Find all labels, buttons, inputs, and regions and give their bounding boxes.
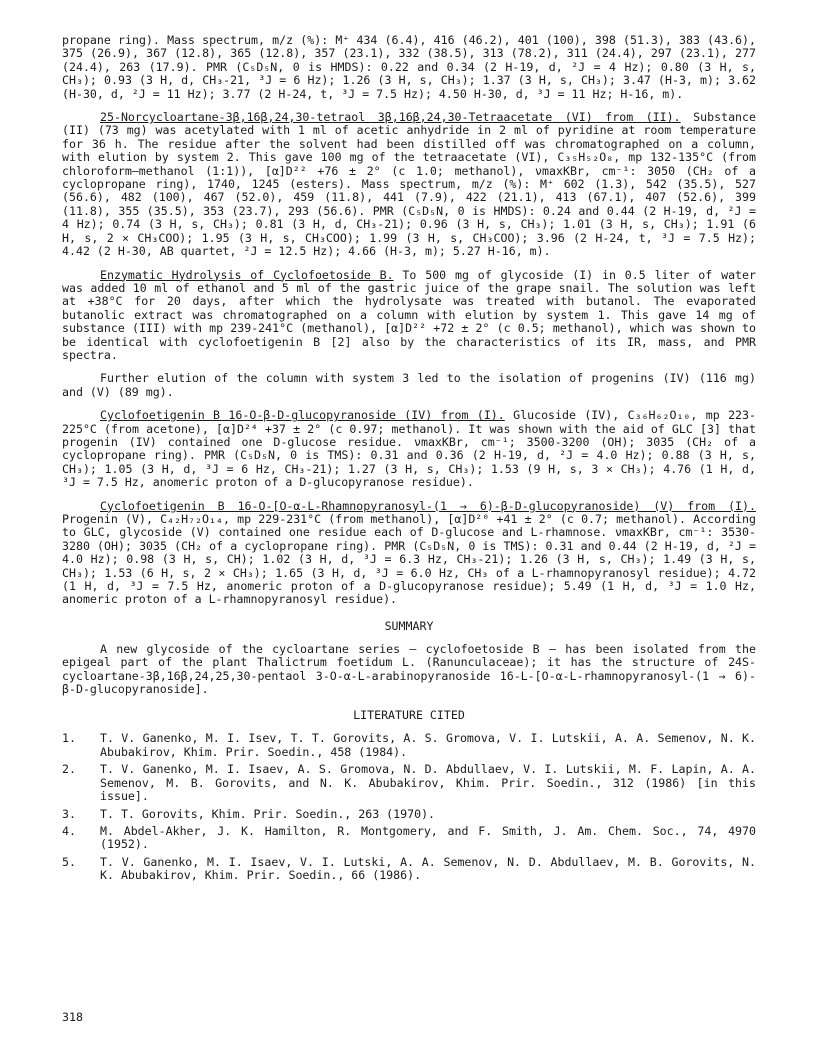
reference-number: 1. (62, 731, 76, 746)
reference-text: T. V. Ganenko, M. I. Isev, T. T. Gorovits, A. S. Gromova, V. I. Lutskii, A. A. Semenov, N. K. Abubakirov, Khim. Prir. Soedin., 458 (1984). (100, 731, 756, 759)
reference-list (62, 732, 756, 882)
section-title-glucopyranoside: Cyclofoetigenin B 16-O-β-D-glucopyranoside (IV) from (I). (100, 408, 505, 423)
section-body-tetraacetate: Substance (II) (73 mg) was acetylated with 1 ml of acetic anhydride in 2 ml of pyridine at room temperature for 36 h. The residue after the solvent had been distilled off was chromatographed on a column, with elution by system 2. This gave 100 mg of the tetraacetate (VI), C₃₅H₅₂O₈, mp 132-135°C (from chloroform—methanol (1:1)), [α]D²² +76 ± 2° (c 1.0; methanol), νmaxKBr, cm⁻¹: 3050 (CH₂ of a cyclopropane ring), 1740, 1245 (esters). Mass spectrum, m/z (%): M⁺ 602 (1.3), 542 (35.5), 527 (56.6), 482 (100), 467 (52.0), 459 (11.8), 441 (7.9), 422 (21.1), 413 (67.1), 407 (52.6), 399 (11.8), 355 (35.5), 353 (23.7), 293 (56.6). PMR (C₅D₅N, 0 is HMDS): 0.24 and 0.44 (2 H-19, d, ²J = 4 Hz); 0.74 (3 H, s, CH₃); 0.81 (3 H, d, CH₃-21); 0.96 (3 H, s, CH₃); 1.01 (3 H, s, CH₃); 1.91 (6 H, s, 2 × CH₃COO); 1.95 (3 H, s, CH₃COO); 1.99 (3 H, s, CH₃COO); 3.96 (2 H-24, t, ³J = 7.5 Hz); 4.42 (2 H-30, AB quartet, ²J = 12.5 Hz); 4.66 (H-3, m); 5.27 H-16, m). (62, 110, 756, 259)
paragraph-enzymatic-hydrolysis (62, 269, 756, 363)
reference-item (62, 732, 756, 759)
paragraph-mass-spectrum: propane ring). Mass spectrum, m/z (%): M⁺ 434 (6.4), 416 (46.2), 401 (100), 398 (51.3), 383 (43.6), 375 (26.9), 367 (12.8), 365 (12.8), 357 (23.1), 332 (38.5), 313 (78.2), 311 (24.4), 297 (23.1), 277 (24.4), 263 (17.9). PMR (C₅D₅N, 0 is HMDS): 0.22 and 0.34 (2 H-19, d, ²J = 4 Hz); 0.80 (3 H, s, CH₃); 0.93 (3 H, d, CH₃-21, ³J = 6 Hz); 1.26 (3 H, s, CH₃); 1.37 (3 H, s, CH₃); 3.47 (H-3, m); 3.62 (H-30, d, ²J = 11 Hz); 3.77 (2 H-24, t, ³J = 7.5 Hz); 4.50 H-30, d, ³J = 11 Hz; H-16, m). (62, 33, 756, 101)
page-number: 318 (62, 1010, 83, 1024)
paper-page (62, 34, 756, 887)
section-title-enzymatic-hydrolysis: Enzymatic Hydrolysis of Cyclofoetoside B. (100, 267, 394, 282)
reference-item (62, 825, 756, 852)
section-body-rhamnopyranosyl: Progenin (V), C₄₂H₇₂O₁₄, mp 229-231°C (from methanol), [α]D²⁰ +41 ± 2° (c 0.7; methanol). According to GLC, glycoside (V) contained one residue each of D-glucose and L-rhamnose. νmaxKBr, cm⁻¹: 3530-3280 (OH); 3035 (CH₂ of a cyclopropane ring). PMR (C₅D₅N, 0 is TMS): 0.31 and 0.44 (2 H-19, d, ²J = 4.0 Hz); 0.98 (3 H, s, CH); 1.02 (3 H, d, ³J = 6.3 Hz, CH₃-21); 1.26 (3 H, s, CH₃); 1.49 (3 H, s, CH₃); 1.53 (6 H, s, 2 × CH₃); 1.65 (3 H, d, ³J = 6.0 Hz, CH₃ of a L-rhamnopyranosyl residue); 4.72 (1 H, d, ³J = 7.5 Hz, anomeric proton of a D-glucopyranose residue); 5.49 (1 H, d, ³J = 1.0 Hz, anomeric proton of a L-rhamnopyranosyl residue). (62, 512, 756, 607)
reference-text: M. Abdel-Akher, J. K. Hamilton, R. Montgomery, and F. Smith, J. Am. Chem. Soc., 74, 4970 (1952). (100, 823, 756, 852)
reference-item (62, 856, 756, 883)
paragraph-further-elution: Further elution of the column with system 3 led to the isolation of progenins (IV) (116 mg) and (V) (89 mg). (62, 371, 756, 399)
paragraph-glucopyranoside (62, 409, 756, 489)
section-title-tetraacetate: 25-Norcycloartane-3β,16β,24,30-tetraol 3β,16β,24,30-Tetraacetate (VI) from (II). (100, 110, 681, 125)
reference-item (62, 763, 756, 803)
summary-heading: SUMMARY (384, 618, 434, 633)
literature-heading: LITERATURE CITED (353, 708, 465, 723)
reference-text: T. T. Gorovits, Khim. Prir. Soedin., 263 (1970). (100, 806, 436, 821)
summary-text: A new glycoside of the cycloartane series — cyclofoetoside B — has been isolated from the epigeal part of the plant Thalictrum foetidum L. (Ranunculaceae); it has the structure of 24S-cycloartane-3β,16β,24,25,30-pentaol 3-O-α-L-arabinopyranoside 16-L-[O-α-L-rhamnopyranosyl-(1 → 6)-β-D-glucopyranoside]. (62, 641, 756, 697)
paragraph-tetraacetate (62, 111, 756, 258)
reference-text: T. V. Ganenko, M. I. Isaev, V. I. Lutski, A. A. Semenov, N. D. Abdullaev, M. B. Gorovits, N. K. Abubakirov, Khim. Prir. Soedin., 66 (1986). (100, 854, 756, 883)
reference-number: 4. (62, 823, 76, 838)
reference-text: T. V. Ganenko, M. I. Isaev, A. S. Gromova, N. D. Abdullaev, V. I. Lutskii, M. F. Lapin, A. A. Semenov, M. B. Gorovits, and N. K. Abubakirov, Khim. Prir. Soedin., 312 (1986) [in this issue]. (100, 762, 756, 804)
reference-number: 3. (62, 806, 76, 821)
paragraph-rhamnopyranosyl (62, 500, 756, 607)
reference-number: 5. (62, 854, 76, 869)
section-body-enzymatic-hydrolysis: To 500 mg of glycoside (I) in 0.5 liter of water was added 10 ml of ethanol and 5 ml of the gastric juice of the grape snail. The solution was left at +38°C for 20 days, after which the hydrolysate was treated with butanol. The evaporated butanolic extract was chromatographed on a column with elution by system 1. This gave 14 mg of substance (III) with mp 239-241°C (methanol), [α]D²² +72 ± 2° (c 0.5; methanol), which was shown to be identical with cyclofoetigenin B [2] also by the characteristics of its IR, mass, and PMR spectra. (62, 267, 756, 362)
reference-number: 2. (62, 762, 76, 777)
section-title-rhamnopyranosyl: Cyclofoetigenin B 16-O-[O-α-L-Rhamnopyranosyl-(1 → 6)-β-D-glucopyranoside) (V) from (I). (100, 498, 756, 513)
section-body-glucopyranoside: Glucoside (IV), C₃₆H₆₂O₁₀, mp 223-225°C (from acetone), [α]D²⁴ +37 ± 2° (c 0.97; methanol). It was shown with the aid of GLC [3] that progenin (IV) contained one D-glucose residue. νmaxKBr, cm⁻¹; 3500-3200 (OH); 3035 (CH₂ of a cyclopropane ring). PMR (C₅D₅N, 0 is TMS): 0.31 and 0.36 (2 H-19, d, ²J = 4.0 Hz); 0.88 (3 H, s, CH₃); 1.05 (3 H, d, ³J = 6 Hz, CH₃-21); 1.27 (3 H, s, CH₃); 1.53 (9 H, s, 3 × CH₃); 4.76 (1 H, d, ³J = 7.5 Hz, anomeric proton of a D-glucopyranose residue). (62, 408, 756, 490)
reference-item (62, 808, 756, 821)
